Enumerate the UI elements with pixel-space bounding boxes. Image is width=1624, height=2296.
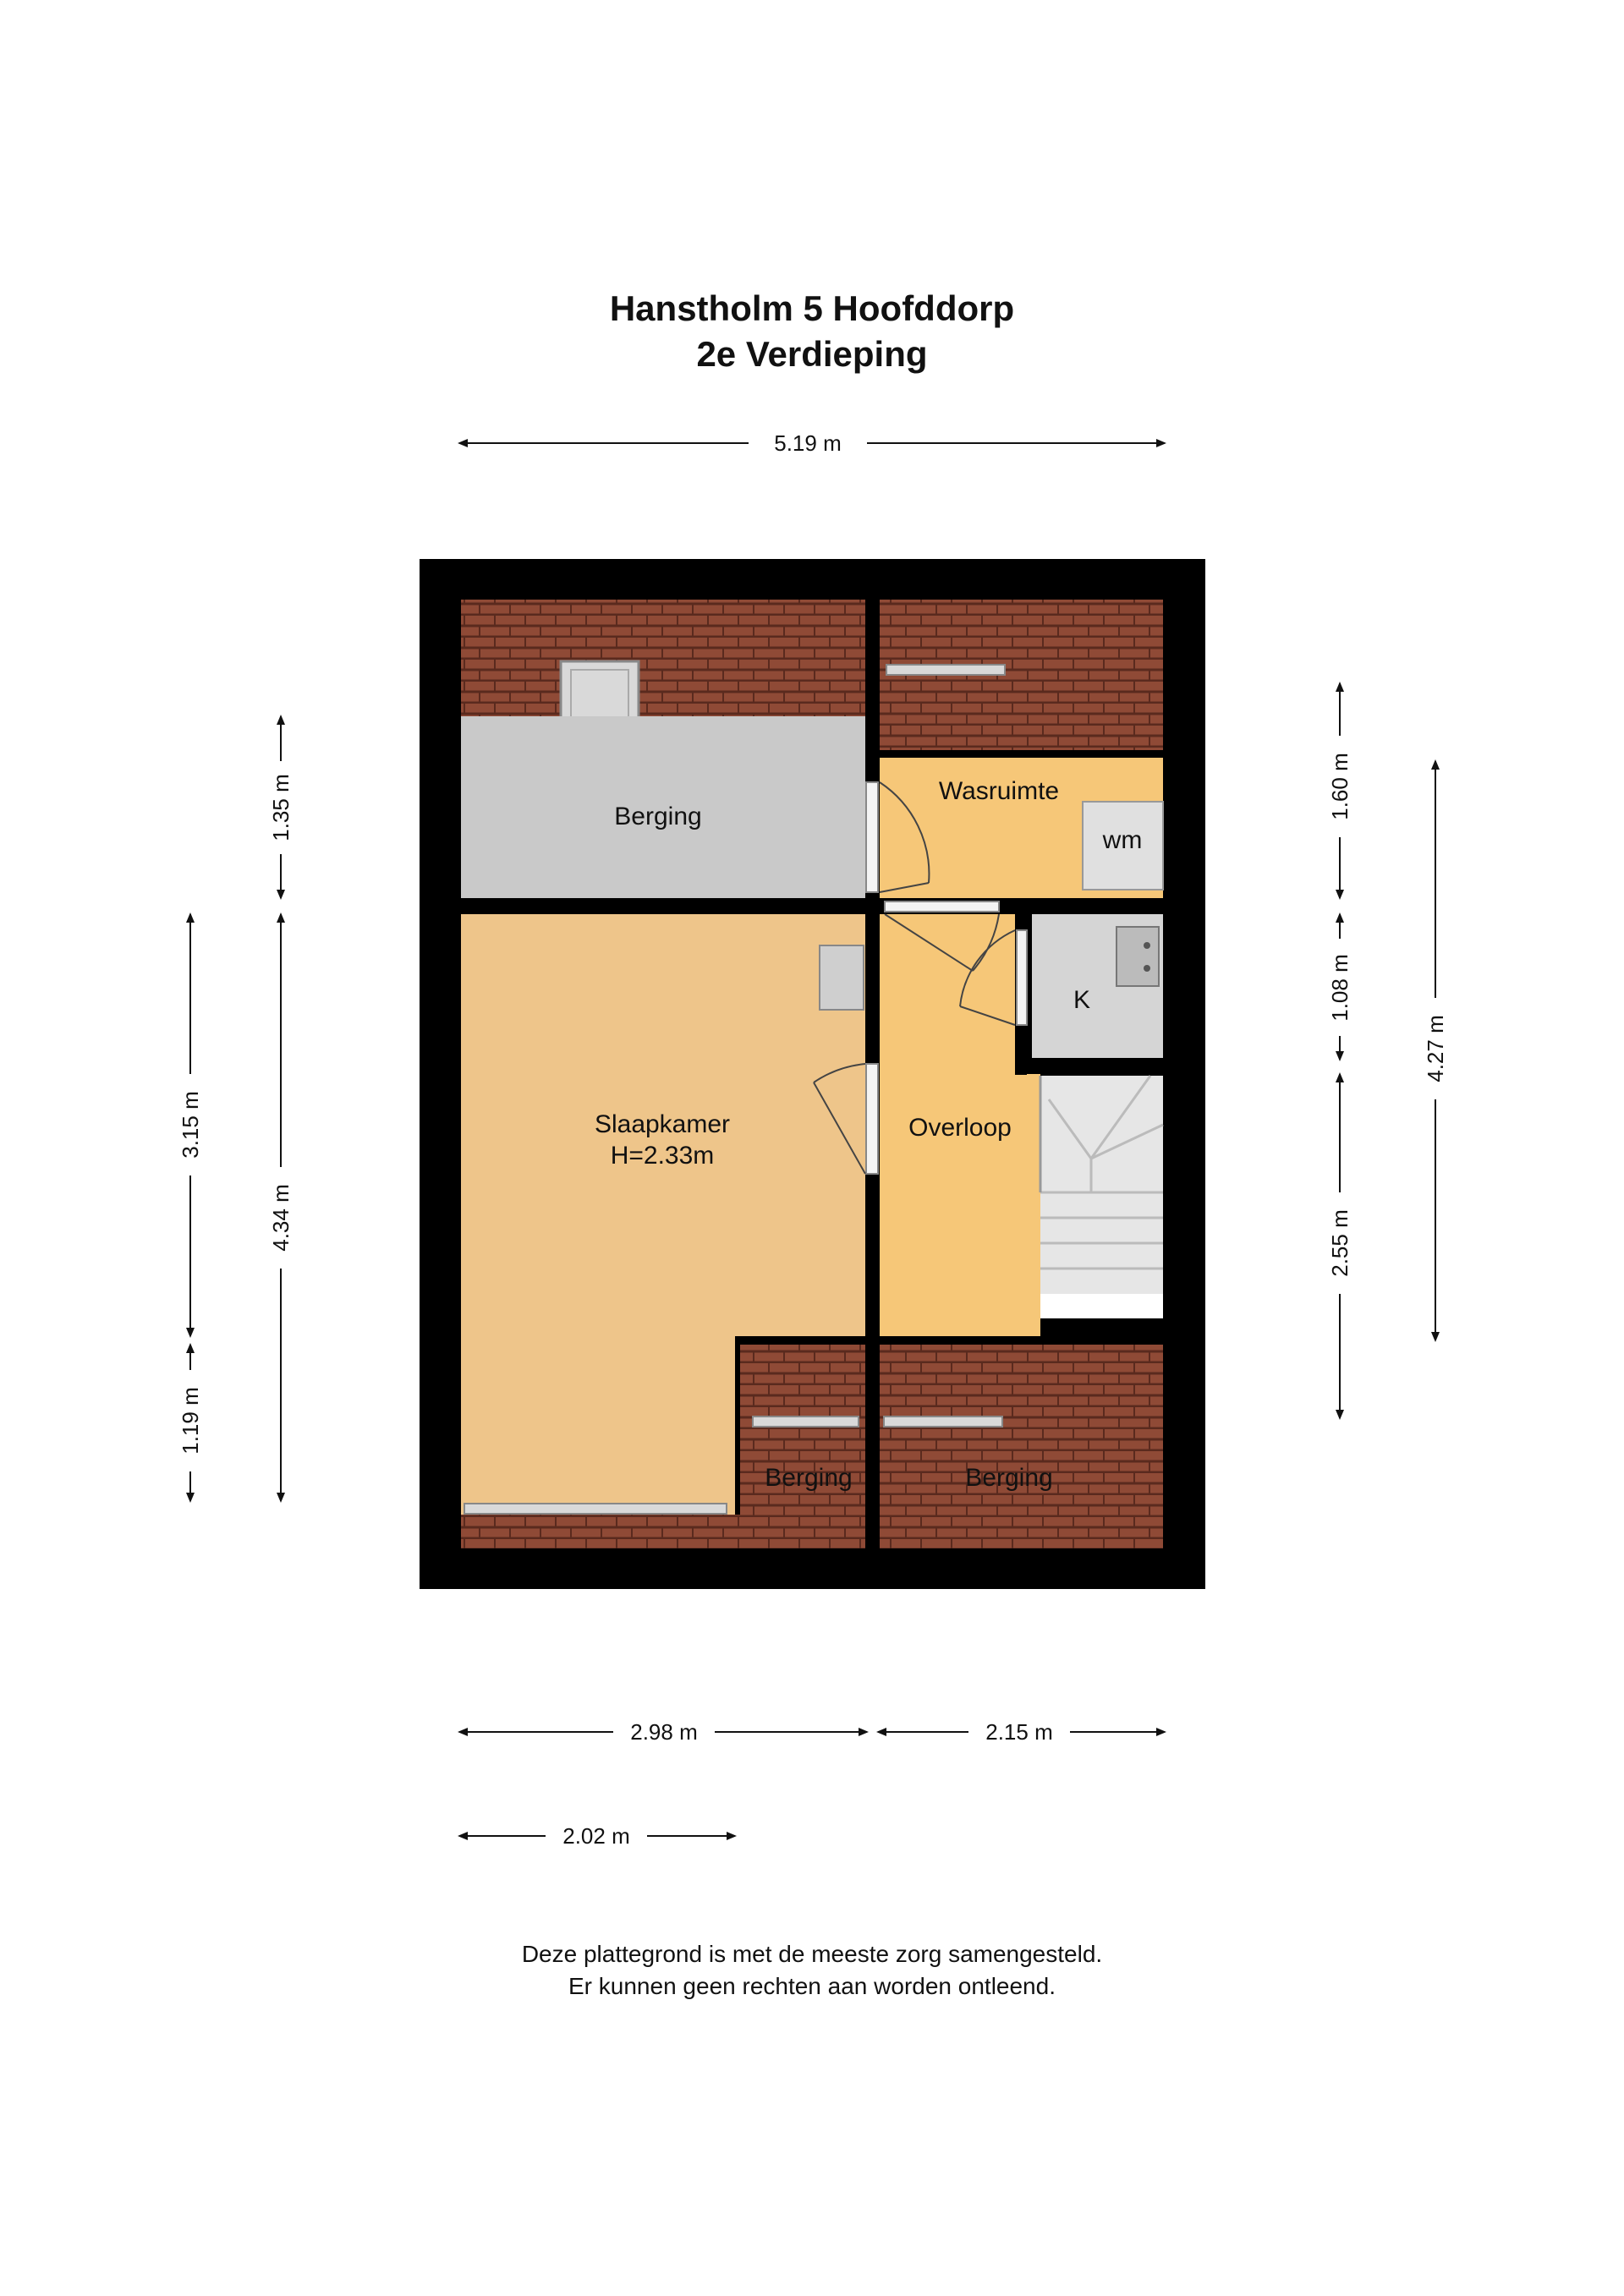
label-berging-bottom-right: Berging (965, 1464, 1053, 1492)
dimension-right-total (1423, 761, 1448, 1340)
svg-text:5.19 m: 5.19 m (774, 430, 842, 456)
floor-name: 2e Verdieping (696, 334, 928, 374)
label-berging-bottom-left: Berging (765, 1464, 853, 1492)
svg-text:1.60 m: 1.60 m (1327, 753, 1352, 820)
window (464, 1504, 727, 1514)
plan-title: Hanstholm 5 Hoofddorp (609, 288, 1015, 328)
window (884, 1417, 1002, 1427)
label-k: K (1073, 986, 1091, 1014)
label-berging-top: Berging (614, 803, 702, 830)
roof-bottom-middle (735, 1343, 865, 1548)
label-wasruimte: Wasruimte (938, 777, 1060, 805)
roof-top-left (461, 600, 865, 716)
svg-text:4.27 m: 4.27 m (1423, 1015, 1448, 1082)
svg-text:1.19 m: 1.19 m (178, 1387, 203, 1455)
heater (820, 945, 864, 1010)
dimension-right-1 (1327, 683, 1352, 898)
wall-horizontal-mid (461, 898, 865, 914)
dimension-bottom-lower (459, 1823, 735, 1849)
label-wm: wm (1102, 826, 1143, 854)
dimension-bottom-left (459, 1719, 867, 1745)
disclaimer-line-2: Er kunnen geen rechten aan worden ontleend. (568, 1973, 1056, 1999)
dimension-right-3 (1327, 1074, 1352, 1418)
dimension-top-width (459, 430, 1165, 456)
svg-text:1.35 m: 1.35 m (268, 774, 294, 841)
label-slaapkamer: Slaapkamer (594, 1110, 731, 1138)
dimension-left-upper (268, 716, 294, 898)
svg-text:2.02 m: 2.02 m (562, 1823, 630, 1849)
disclaimer-line-1: Deze plattegrond is met de meeste zorg samengesteld. (521, 1941, 1103, 1967)
label-slaapkamer-height: H=2.33m (610, 1142, 715, 1170)
svg-text:2.98 m: 2.98 m (630, 1719, 698, 1745)
dimension-left-outer-upper (178, 914, 203, 1336)
svg-text:1.08 m: 1.08 m (1327, 954, 1352, 1022)
svg-text:2.55 m: 2.55 m (1327, 1209, 1352, 1277)
svg-text:4.34 m: 4.34 m (268, 1184, 294, 1252)
svg-text:2.15 m: 2.15 m (985, 1719, 1053, 1745)
dimension-left-lower (268, 914, 294, 1501)
dimension-bottom-right (878, 1719, 1165, 1745)
label-overloop: Overloop (908, 1114, 1012, 1142)
sink (1116, 927, 1159, 986)
dimension-left-outer-lower (178, 1345, 203, 1501)
window (753, 1417, 859, 1427)
window (886, 665, 1005, 675)
dimension-right-2 (1327, 914, 1352, 1060)
roof-top-right (880, 600, 1163, 756)
roof-bottom-left-strip (461, 1515, 735, 1548)
svg-text:3.15 m: 3.15 m (178, 1091, 203, 1159)
roof-bottom-right (880, 1343, 1163, 1548)
